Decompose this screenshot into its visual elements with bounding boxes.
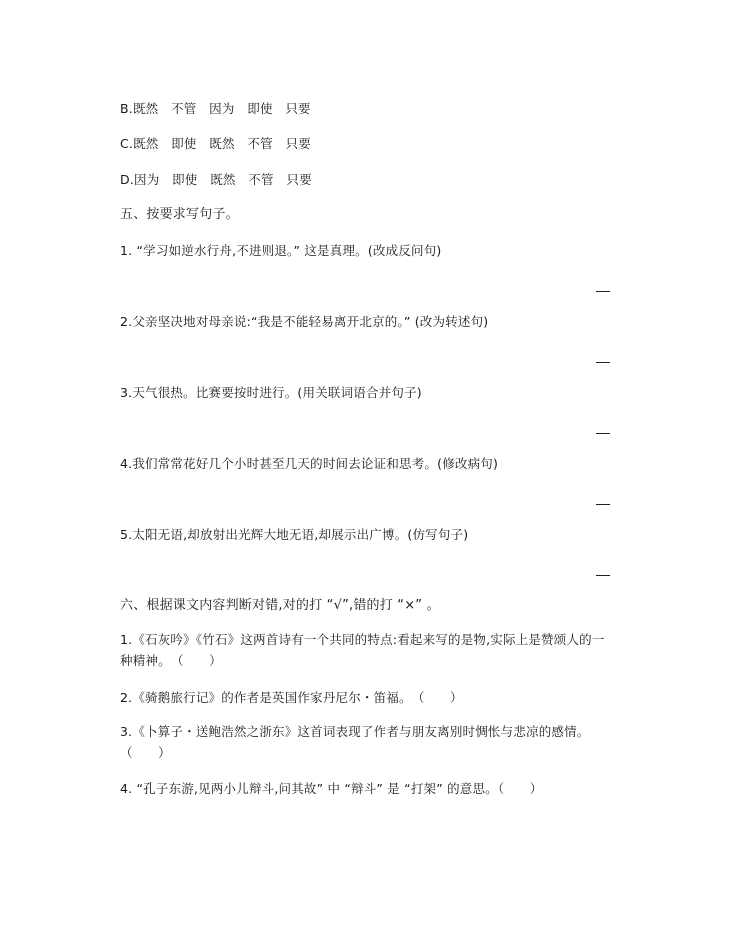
option-b: B.既然 不管 因为 即使 只要 <box>120 101 311 116</box>
section-6-item-3: 3.《卜算子・送鲍浩然之浙东》这首词表现了作者与朋友离别时惆怅与悲凉的感情。（ ） <box>120 724 590 760</box>
section-5-title: 五、按要求写句子。 <box>120 207 239 222</box>
option-d: D.因为 即使 既然 不管 只要 <box>120 172 312 187</box>
section-6-title: 六、根据课文内容判断对错,对的打 “√”,错的打 “×” 。 <box>120 598 440 613</box>
section-5-item-4: 4.我们常常花好几个小时甚至几天的时间去论证和思考。(修改病句) <box>120 456 499 471</box>
section-6-item-2: 2.《骑鹅旅行记》的作者是英国作家丹尼尔・笛福。 （ ） <box>120 690 463 705</box>
answer-blank-4[interactable] <box>596 504 610 505</box>
section-6-item-4: 4. “孔子东游,见两小儿辩斗,问其故” 中 “辩斗” 是 “打架” 的意思。（ ） <box>120 781 543 796</box>
section-6-item-1: 1.《石灰吟》《竹石》这两首诗有一个共同的特点:看起来写的是物,实际上是赞颂人的一种精神。 （ ） <box>120 632 605 668</box>
answer-blank-1[interactable] <box>596 291 610 292</box>
answer-blank-3[interactable] <box>596 433 610 434</box>
answer-blank-2[interactable] <box>596 362 610 363</box>
section-5-item-5: 5.太阳无语,却放射出光辉大地无语,却展示出广博。(仿写句子) <box>120 527 469 542</box>
section-5-item-3: 3.天气很热。比赛要按时进行。(用关联词语合并句子) <box>120 385 422 400</box>
section-5-item-1: 1. “学习如逆水行舟,不进则退。” 这是真理。(改成反问句) <box>120 243 442 258</box>
option-c: C.既然 即使 既然 不管 只要 <box>120 136 311 151</box>
answer-blank-5[interactable] <box>596 575 610 576</box>
section-5-item-2: 2.父亲坚决地对母亲说:“我是不能轻易离开北京的。” (改为转述句) <box>120 314 489 329</box>
